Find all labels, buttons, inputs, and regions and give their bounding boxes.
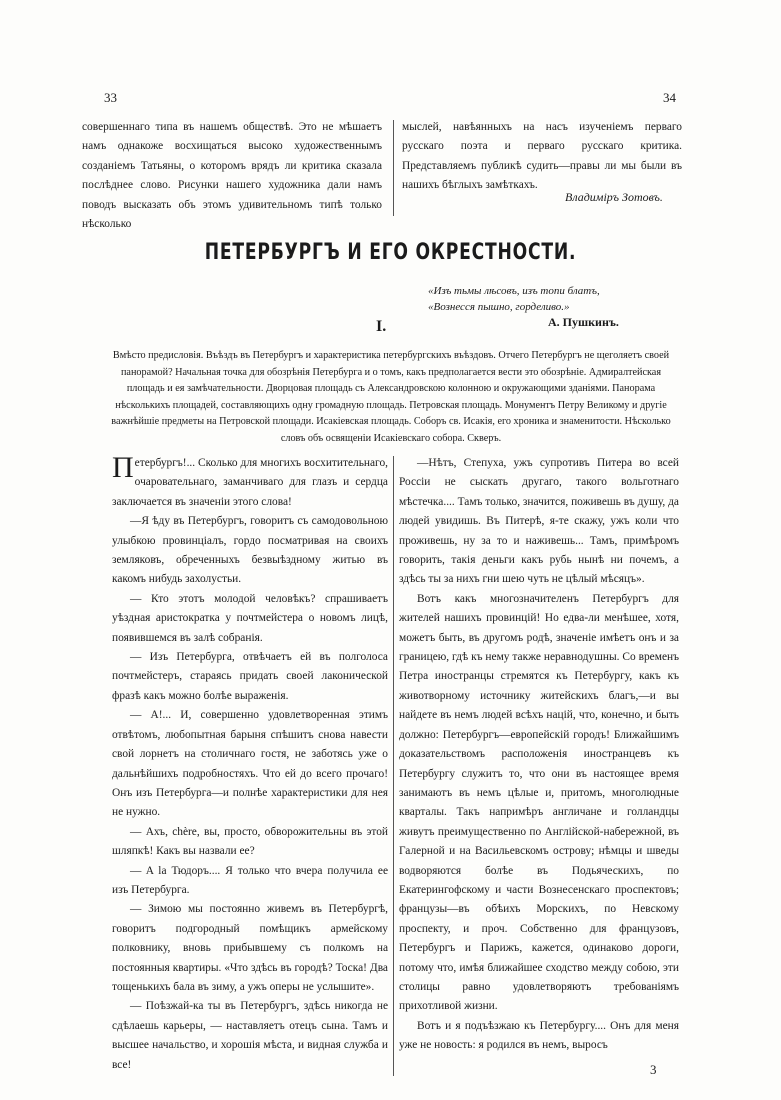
paragraph: — A la Тюдоръ.... Я только что вчера получила ее изъ Петербурга. xyxy=(112,864,388,896)
opening-paragraph xyxy=(112,451,388,512)
drop-cap: П xyxy=(112,451,134,484)
paragraph: — Изъ Петербурга, отвѣчаетъ ей въ полголоса почтмейстеръ, стараясь придать своей лаконической фразѣ какъ можно болѣе выраженія. xyxy=(112,651,388,702)
epigraph-author: А. Пушкинъ. xyxy=(548,315,619,329)
chapter-number: I. xyxy=(376,318,387,335)
right-column xyxy=(399,454,679,1056)
paragraph: — Кто этотъ молодой человѣкъ? спрашиваетъ уѣздная аристократка у почтмейстера о новомъ лицѣ, появившемся въ залѣ собранія. xyxy=(112,592,388,644)
paragraph: —Я ѣду въ Петербургъ, говоритъ съ самодовольною улыбкою провинціалъ, гордо посматривая на своихъ земляковъ, обреченныхъ безвыѣздному житью въ какомъ нибудь захолустьи. xyxy=(112,515,388,586)
top-right-paragraph: мыслей, навѣянныхъ на насъ изученіемъ перваго русскаго поэта и перваго русскаго критика. Представляемъ публикѣ судить—правы ли мы были въ нашихъ бѣглыхъ замѣткахъ. xyxy=(402,121,682,192)
paragraph: — Поѣзжай-ка ты въ Петербургъ, здѣсь никогда не сдѣлаешь карьеры, — наставляетъ отецъ сына. Тамъ и высшее начальство, и хорошія мѣста, и видная служба и все! xyxy=(112,1000,388,1071)
epigraph-line-2: «Вознесся пышно, горделиво.» xyxy=(428,301,570,313)
page-number-bottom: 3 xyxy=(650,1062,657,1077)
opening-text: етербургъ!... Сколько для многихъ восхитительнаго, очаровательнаго, заманчиваго для глазъ и сердца заключается въ значеніи этого слова! xyxy=(112,457,388,508)
paragraph: — А!... И, совершенно удовлетворенная этимъ отвѣтомъ, любопытная барыня спѣшитъ снова навести свой лорнетъ на столичнаго гостя, не заботясь уже о дальнѣйшихъ подробностяхъ. Что ей до всего прочаго! Онъ изъ Петербурга—и полнѣе характеристики для нея не нужно. xyxy=(112,709,388,819)
column-divider xyxy=(393,456,394,1076)
page-number-right: 34 xyxy=(663,90,676,105)
article-title: ПЕТЕРБУРГЪ И ЕГО ОКРЕСТНОСТИ. xyxy=(204,240,577,265)
signature: Владиміръ Зотовъ. xyxy=(565,190,663,204)
paragraph: Вотъ и я подъѣзжаю къ Петербургу.... Онъ для меня уже не новость: я родился въ немъ, выросъ xyxy=(399,1019,679,1052)
top-left-column xyxy=(82,118,382,234)
chapter-summary: Вмѣсто предисловія. Въѣздъ въ Петербургъ и характеристика петербургскихъ въѣздовъ. Отчего Петербургъ не щеголяетъ своей панорамой? Начальная точка для обозрѣнія Петербурга и о томъ, какъ предполагается вести это обозрѣніе. Адмиралтейская площадь и ея замѣчательности. Дворцовая площадь съ Александровскою колонною и окружающими зданіями. Панорама нѣсколькихъ площадей, составляющихъ одну громадную площадь. Петровская площадь. Монументъ Петру Великому и другіе важнѣйшіе предметы на Петровской площади. Исакіевская площадь. Соборъ св. Исакія, его хроника и знаменитости. Нѣсколько словъ объ освященіи Исакіевскаго собора. Скверъ. xyxy=(111,350,671,444)
top-right-column xyxy=(402,118,682,196)
paragraph: —Нѣтъ, Степуха, ужъ супротивъ Питера во всей Россіи не сыскать другаго, такого вольготнаго мѣстечка.... Тамъ только, значится, поживешь въ душу, да людей увидишь. Въ Питерѣ, я-те скажу, ужъ коли что проживешь, ну за то и наживешь... Тамъ, примѣромъ говорить, такія деньги какъ рубь нынѣ ни почемъ, а здѣсь ты за нихъ гни шею чуть не цѣлый мѣсяцъ». xyxy=(399,457,679,586)
paragraph: — Зимою мы постоянно живемъ въ Петербургѣ, говоритъ подгородный помѣщикъ армейскому полковнику, вновь прибывшему съ полкомъ на постоянныя квартиры. «Что здѣсь въ городѣ? Тоска! Два тощенькихъ бала въ зиму, а ужъ оперы не услышите». xyxy=(112,903,388,993)
epigraph-line-1: «Изъ тьмы лѣсовъ, изъ топи блатъ, xyxy=(428,285,600,297)
paragraph: Вотъ какъ многозначителенъ Петербургъ для жителей нашихъ провинцій! Но едва-ли менѣшее, хотя, можетъ быть, въ другомъ родѣ, значеніе имѣетъ онъ и за границею, гдѣ къ нему также неравнодушны. Со временъ Петра иностранцы стремятся къ Петербургу, какъ къ животворному источнику житейскихъ благъ,—и вы найдете въ немъ людей всѣхъ націй, что, конечно, и быть должно: Петербургъ—европейскій городъ! Ближайшимъ доказательствомъ расположенія иностранцевъ къ Петербургу служитъ то, что они въ настоящее время занимаютъ въ немъ цѣлые и, притомъ, многолюдные кварталы. Такъ напримѣръ англичане и голландцы живутъ преимущественно по Англійской-набережной, въ Галерной и на Васильевскомъ острову; нѣмцы и шведы водворяются болѣе въ Подьяческихъ, по Екатерингофскому и части Вознесенскаго проспектовъ; французы—въ обѣихъ Морскихъ, по Невскому проспекту, и проч. Собственно для французовъ, Петербургъ и Парижъ, кажется, одинаково дороги, потому что, имѣя ближайшее сходство между собою, эти столицы равно удовлетворяютъ требованіямъ прихотливой жизни. xyxy=(399,592,679,1013)
left-column xyxy=(112,451,388,1075)
paragraph: — Ахъ, chère, вы, просто, обворожительны въ этой шляпкѣ! Какъ вы назвали ее? xyxy=(112,825,388,858)
top-left-paragraph: совершеннаго типа въ нашемъ обществѣ. Это не мѣшаетъ намъ однакоже восхищаться высоко художественнымъ созданіемъ Татьяны, о которомъ врядъ ли критика сказала послѣднее слово. Рисунки нашего художника дали намъ поводъ высказать объ этомъ удивительномъ типѣ только нѣсколько xyxy=(82,121,382,231)
page-number-left: 33 xyxy=(104,90,117,105)
top-column-divider xyxy=(393,120,394,216)
